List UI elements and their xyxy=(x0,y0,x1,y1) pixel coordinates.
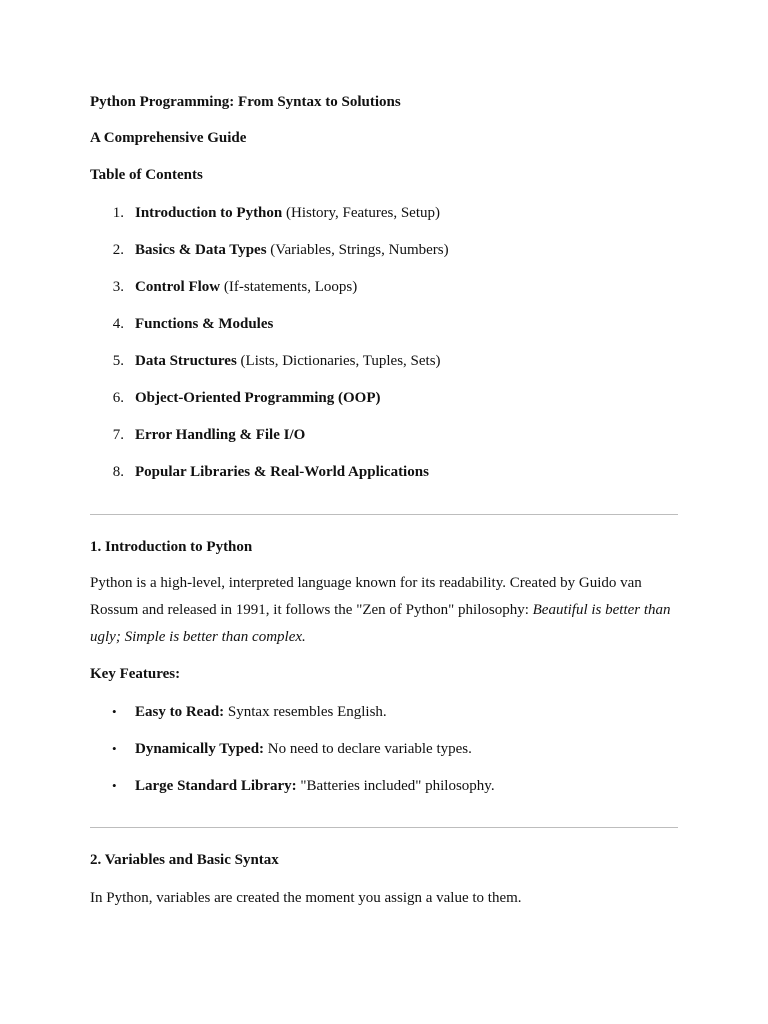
toc-item-number: 4. xyxy=(112,316,124,332)
toc-item-detail: (History, Features, Setup) xyxy=(282,205,440,221)
toc-item-title: Basics & Data Types xyxy=(135,242,267,258)
toc-item-number: 1. xyxy=(112,205,124,221)
section-1-quote: Beautiful is better than ugly; Simple is better than complex. xyxy=(90,602,671,645)
toc-item-title: Functions & Modules xyxy=(135,316,274,332)
section-2-paragraph: In Python, variables are created the moment you assign a value to them. xyxy=(90,890,522,906)
toc-item-number: 7. xyxy=(112,427,124,443)
section-2-heading: 2. Variables and Basic Syntax xyxy=(90,852,279,868)
toc-item-detail: (Lists, Dictionaries, Tuples, Sets) xyxy=(236,353,441,369)
feature-label: Dynamically Typed: xyxy=(135,741,265,757)
bullet-icon: • xyxy=(112,704,117,719)
key-features-heading: Key Features: xyxy=(90,666,181,682)
feature-description: "Batteries included" philosophy. xyxy=(296,778,495,794)
toc-item-title: Popular Libraries & Real-World Applications xyxy=(135,464,429,480)
document-title: Python Programming: From Syntax to Solutions xyxy=(90,94,401,110)
toc-heading: Table of Contents xyxy=(90,167,203,183)
toc-item-title: Introduction to Python xyxy=(135,205,283,221)
feature-description: Syntax resembles English. xyxy=(224,704,387,720)
section-1-paragraph xyxy=(90,570,680,651)
bullet-icon: • xyxy=(112,741,117,756)
toc-item-title: Control Flow xyxy=(135,279,221,295)
toc-item-title: Object-Oriented Programming (OOP) xyxy=(135,390,381,406)
toc-item-detail: (Variables, Strings, Numbers) xyxy=(266,242,449,258)
toc-item-number: 6. xyxy=(112,390,124,406)
horizontal-divider xyxy=(90,827,678,828)
toc-item-number: 2. xyxy=(112,242,124,258)
horizontal-divider xyxy=(90,514,678,515)
section-1-text: Python is a high-level, interpreted language known for its readability. Created by Guido van Rossum and released in 1991, it follows the "Zen of Python" philosophy: xyxy=(90,575,642,618)
toc-item-title: Error Handling & File I/O xyxy=(135,427,306,443)
toc-item-title: Data Structures xyxy=(135,353,237,369)
toc-item-number: 8. xyxy=(112,464,124,480)
feature-label: Easy to Read: xyxy=(135,704,225,720)
toc-item-detail: (If-statements, Loops) xyxy=(220,279,358,295)
bullet-icon: • xyxy=(112,778,117,793)
feature-description: No need to declare variable types. xyxy=(264,741,472,757)
toc-item-number: 5. xyxy=(112,353,124,369)
section-1-heading: 1. Introduction to Python xyxy=(90,539,253,555)
document-subtitle: A Comprehensive Guide xyxy=(90,130,247,146)
toc-item-number: 3. xyxy=(112,279,124,295)
feature-label: Large Standard Library: xyxy=(135,778,297,794)
